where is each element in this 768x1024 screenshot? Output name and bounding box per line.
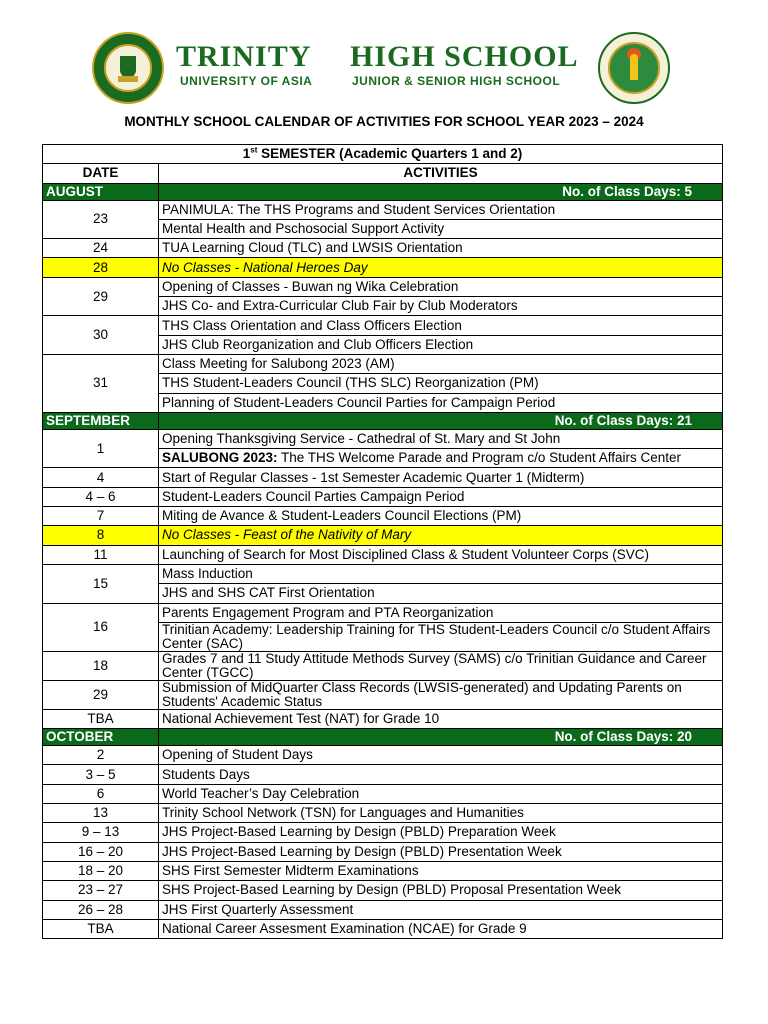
activity-cell: THS Student-Leaders Council (THS SLC) Reorganization (PM) xyxy=(159,374,723,393)
month-name: SEPTEMBER xyxy=(43,412,159,429)
activity-cell: Opening of Classes - Buwan ng Wika Celebration xyxy=(159,277,723,296)
date-column-header: DATE xyxy=(43,164,159,183)
ths-seal-icon xyxy=(598,32,670,104)
activity-cell: Mass Induction xyxy=(159,564,723,583)
holiday-row xyxy=(43,258,723,277)
activity-cell: SHS First Semester Midterm Examinations xyxy=(159,861,723,880)
activity-cell: National Achievement Test (NAT) for Grade 10 xyxy=(159,709,723,728)
date-cell: 15 xyxy=(43,564,159,603)
activity-cell: Mental Health and Pschosocial Support Activity xyxy=(159,219,723,238)
date-cell: 18 – 20 xyxy=(43,861,159,880)
activity-cell: JHS First Quarterly Assessment xyxy=(159,900,723,919)
high-school-subtitle: JUNIOR & SENIOR HIGH SCHOOL xyxy=(352,74,561,88)
activity-cell: Class Meeting for Salubong 2023 (AM) xyxy=(159,354,723,373)
date-cell: TBA xyxy=(43,919,159,938)
month-band-august xyxy=(43,183,723,200)
activity-cell: Trinitian Academy: Leadership Training for THS Student-Leaders Council c/o Student Affairs Center (SAC) xyxy=(159,622,723,651)
activity-cell: National Career Assesment Examination (NCAE) for Grade 9 xyxy=(159,919,723,938)
date-cell: 16 – 20 xyxy=(43,842,159,861)
high-school-name: HIGH SCHOOL xyxy=(350,40,579,73)
date-cell: 31 xyxy=(43,354,159,412)
table-row xyxy=(43,651,723,680)
activity-cell: Miting de Avance & Student-Leaders Council Elections (PM) xyxy=(159,507,723,526)
activity-cell: Submission of MidQuarter Class Records (LWSIS-generated) and Updating Parents on Students' Academic Status xyxy=(159,680,723,709)
activity-cell: Trinity School Network (TSN) for Languages and Humanities xyxy=(159,804,723,823)
month-name: OCTOBER xyxy=(43,729,159,746)
activities-column-header: ACTIVITIES xyxy=(159,164,723,183)
activity-cell: JHS and SHS CAT First Orientation xyxy=(159,584,723,603)
table-row xyxy=(43,709,723,728)
date-cell: 18 xyxy=(43,651,159,680)
table-row xyxy=(43,842,723,861)
date-cell: 7 xyxy=(43,507,159,526)
activity-cell: Student-Leaders Council Parties Campaign Period xyxy=(159,487,723,506)
class-days-count: No. of Class Days: 21 xyxy=(159,412,723,429)
calendar-table xyxy=(42,144,723,939)
date-cell: 29 xyxy=(43,277,159,316)
document-title: MONTHLY SCHOOL CALENDAR OF ACTIVITIES FOR SCHOOL YEAR 2023 – 2024 xyxy=(124,114,644,129)
class-days-count: No. of Class Days: 20 xyxy=(159,729,723,746)
activity-cell: JHS Project-Based Learning by Design (PBLD) Presentation Week xyxy=(159,842,723,861)
activity-cell: SALUBONG 2023: The THS Welcome Parade and Program c/o Student Affairs Center xyxy=(159,449,723,468)
activity-cell: Students Days xyxy=(159,765,723,784)
table-row xyxy=(43,919,723,938)
activity-cell: No Classes - National Heroes Day xyxy=(159,258,723,277)
activity-cell: Planning of Student-Leaders Council Parties for Campaign Period xyxy=(159,393,723,412)
table-row xyxy=(43,680,723,709)
table-row xyxy=(43,507,723,526)
activity-cell: No Classes - Feast of the Nativity of Mary xyxy=(159,526,723,545)
activity-cell: JHS Co- and Extra-Curricular Club Fair by Club Moderators xyxy=(159,297,723,316)
table-row xyxy=(43,564,723,583)
activity-cell: Launching of Search for Most Disciplined Class & Student Volunteer Corps (SVC) xyxy=(159,545,723,564)
table-row xyxy=(43,354,723,373)
date-cell: 9 – 13 xyxy=(43,823,159,842)
date-cell: 4 – 6 xyxy=(43,487,159,506)
table-row xyxy=(43,545,723,564)
table-row xyxy=(43,900,723,919)
table-row xyxy=(43,823,723,842)
date-cell: 6 xyxy=(43,784,159,803)
table-row xyxy=(43,429,723,448)
semester-header-row xyxy=(43,145,723,164)
holiday-row xyxy=(43,526,723,545)
table-row xyxy=(43,200,723,219)
table-row xyxy=(43,765,723,784)
activity-cell: JHS Club Reorganization and Club Officers Election xyxy=(159,335,723,354)
table-row xyxy=(43,804,723,823)
event-name: SALUBONG 2023: xyxy=(162,450,278,466)
activity-cell: PANIMULA: The THS Programs and Student Services Orientation xyxy=(159,200,723,219)
date-cell: 29 xyxy=(43,680,159,709)
date-cell: 23 – 27 xyxy=(43,881,159,900)
date-cell: 24 xyxy=(43,239,159,258)
month-band-september xyxy=(43,412,723,429)
activity-cell: SHS Project-Based Learning by Design (PBLD) Proposal Presentation Week xyxy=(159,881,723,900)
tua-seal-icon xyxy=(92,32,164,104)
letterhead xyxy=(0,0,768,112)
date-cell: 2 xyxy=(43,746,159,765)
activity-cell: World Teacher’s Day Celebration xyxy=(159,784,723,803)
table-row xyxy=(43,746,723,765)
date-cell: 1 xyxy=(43,429,159,468)
date-cell: 11 xyxy=(43,545,159,564)
activity-cell: Grades 7 and 11 Study Attitude Methods Survey (SAMS) c/o Trinitian Guidance and Career Center (TGCC) xyxy=(159,651,723,680)
activity-cell: THS Class Orientation and Class Officers Election xyxy=(159,316,723,335)
date-cell: 26 – 28 xyxy=(43,900,159,919)
date-cell: 13 xyxy=(43,804,159,823)
semester-title: 1st SEMESTER (Academic Quarters 1 and 2) xyxy=(43,145,723,164)
date-cell: 8 xyxy=(43,526,159,545)
table-row xyxy=(43,487,723,506)
date-cell: 16 xyxy=(43,603,159,651)
table-row xyxy=(43,468,723,487)
activity-cell: Opening of Student Days xyxy=(159,746,723,765)
activity-cell: TUA Learning Cloud (TLC) and LWSIS Orientation xyxy=(159,239,723,258)
column-header-row xyxy=(43,164,723,183)
date-cell: 3 – 5 xyxy=(43,765,159,784)
date-cell: 30 xyxy=(43,316,159,355)
table-row xyxy=(43,316,723,335)
date-cell: 4 xyxy=(43,468,159,487)
month-name: AUGUST xyxy=(43,183,159,200)
activity-cell: JHS Project-Based Learning by Design (PBLD) Preparation Week xyxy=(159,823,723,842)
month-band-october xyxy=(43,729,723,746)
school-subtitle: UNIVERSITY OF ASIA xyxy=(180,74,313,88)
date-cell: TBA xyxy=(43,709,159,728)
table-row xyxy=(43,603,723,622)
table-row xyxy=(43,881,723,900)
activity-cell: Parents Engagement Program and PTA Reorganization xyxy=(159,603,723,622)
table-row xyxy=(43,277,723,296)
table-row xyxy=(43,239,723,258)
class-days-count: No. of Class Days: 5 xyxy=(159,183,723,200)
date-cell: 23 xyxy=(43,200,159,239)
date-cell: 28 xyxy=(43,258,159,277)
school-name: TRINITY xyxy=(176,40,312,73)
activity-cell: Opening Thanksgiving Service - Cathedral of St. Mary and St John xyxy=(159,429,723,448)
activity-cell: Start of Regular Classes - 1st Semester Academic Quarter 1 (Midterm) xyxy=(159,468,723,487)
table-row xyxy=(43,784,723,803)
table-row xyxy=(43,861,723,880)
